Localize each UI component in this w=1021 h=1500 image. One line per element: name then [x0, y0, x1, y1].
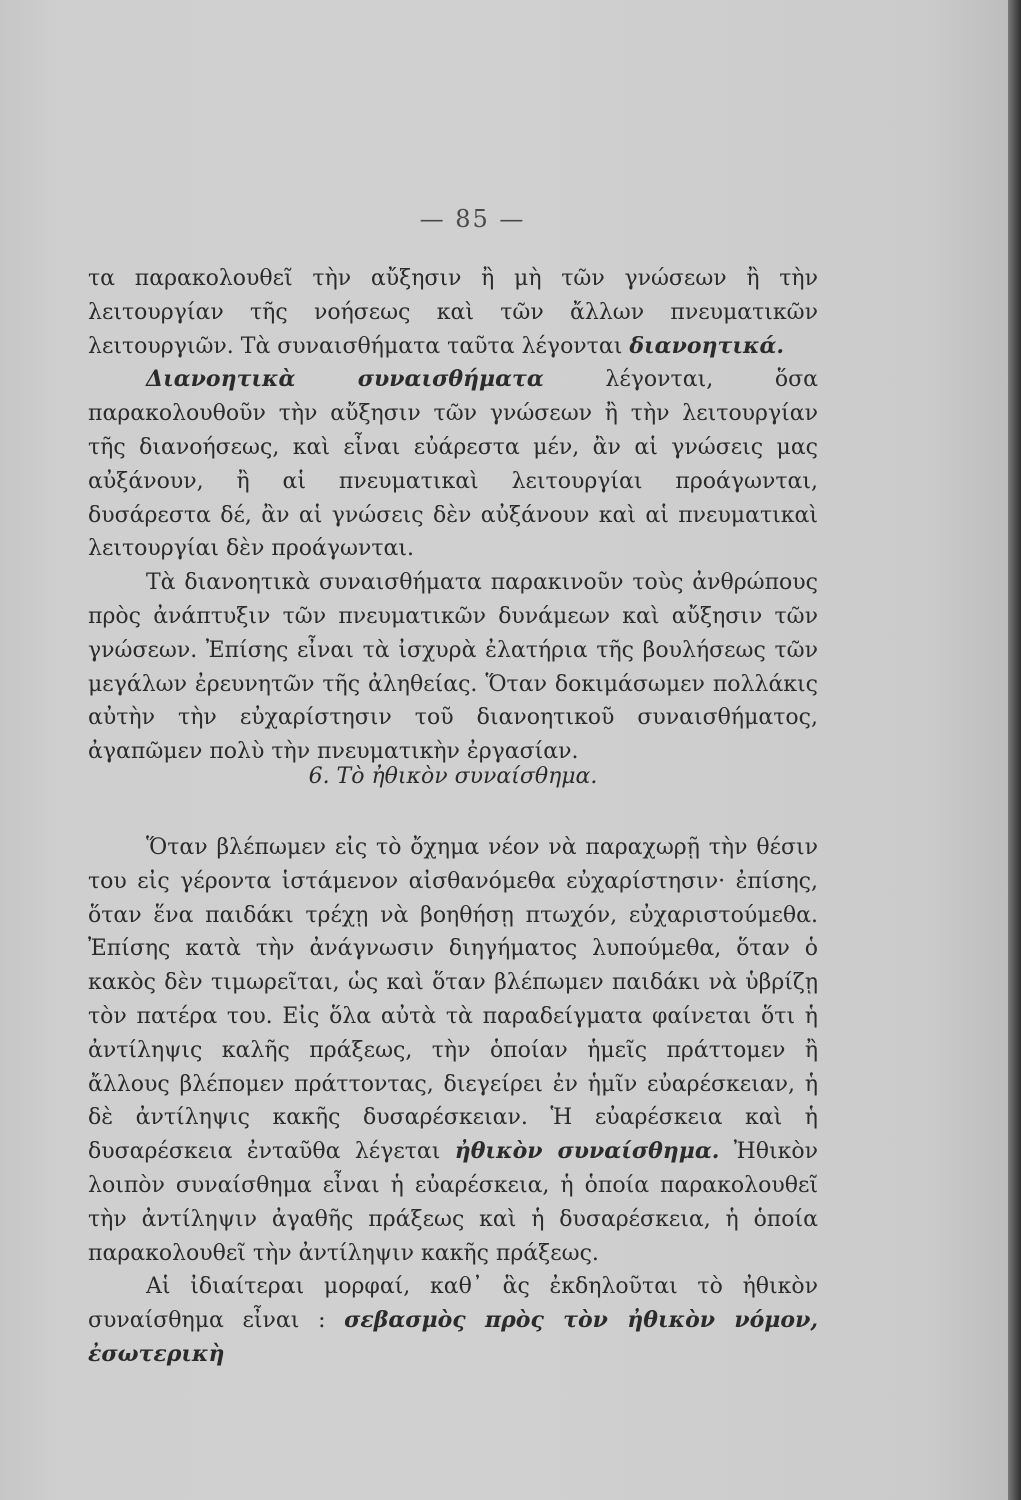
paragraph-text: Ἠθικὸν λοιπὸν συναίσθημα εἶναι ἡ εὐαρέσκεια, ἡ ὁποία παρακολουθεῖ τὴν ἀντίληψιν ἀγαθῆς πράξεως καὶ ἡ δυσαρέσκεια, ἡ ὁποία παρακολουθεῖ τὴν ἀντίληψιν κακῆς πράξεως. [88, 1139, 818, 1266]
paragraph-continuation [88, 262, 818, 363]
emphasized-term: ἠθικὸν συναίσθημα. [454, 1138, 720, 1165]
text-block-intellectual-feelings [88, 262, 818, 769]
page-number: — 85 — [419, 205, 526, 233]
text-block-moral-feeling [88, 831, 818, 1372]
paragraph-text: λέγονται, ὅσα παρακολουθοῦν τὴν αὔξησιν τῶν γνώσεων ἢ τὴν λειτουργίαν τῆς διανοήσεως, καὶ εἶναι εὐάρεστα μέν, ἂν αἱ γνώσεις μας αὐξάνουν, ἢ αἱ πνευματικαὶ λειτουργίαι προάγωνται, δυσάρεστα δέ, ἂν αἱ γνώσεις δὲν αὐξάνουν καὶ αἱ πνευματικαὶ λειτουργίαι δὲν προάγωνται. [88, 367, 818, 562]
emphasized-term: Διανοητικὰ συναισθήματα [146, 366, 544, 393]
page-edge-shadow [1008, 0, 1021, 1500]
paragraph-text: Ὅταν βλέπωμεν εἰς τὸ ὄχημα νέον νὰ παραχωρῇ τὴν θέσιν του εἰς γέροντα ἱστάμενον αἰσθανόμεθα εὐχαρίστησιν· ἐπίσης, ὅταν ἕνα παιδάκι τρέχῃ νὰ βοηθήσῃ πτωχόν, εὐχαριστούμεθα. Ἐπίσης κατὰ τὴν ἀνάγνωσιν διηγήματος λυπούμεθα, ὅταν ὁ κακὸς δὲν τιμωρεῖται, ὡς καὶ ὅταν βλέπωμεν παιδάκι νὰ ὑβρίζῃ τὸν πατέρα του. Εἰς ὅλα αὐτὰ τὰ παραδείγματα φαίνεται ὅτι ἡ ἀντίληψις καλῆς πράξεως, τὴν ὁποίαν ἡμεῖς πράττομεν ἢ ἄλλους βλέπομεν πράττοντας, διεγείρει ἐν ἡμῖν εὐαρέσκειαν, ἡ δὲ ἀντίληψις κακῆς δυσαρέσκειαν. Ἡ εὐαρέσκεια καὶ ἡ δυσαρέσκεια ἐνταῦθα λέγεται [88, 835, 818, 1165]
paragraph-text: Αἱ ἰδιαίτεραι μορφαί, καθ᾽ ἃς ἐκδηλοῦται τὸ ἠθικὸν συναίσθημα εἶναι : [88, 1274, 818, 1334]
paragraph-forms [88, 1270, 818, 1371]
paragraph-definition [88, 363, 818, 566]
emphasized-term: σεβασμὸς πρὸς τὸν ἠθικὸν νόμον, ἐσωτερικὴ [88, 1307, 818, 1367]
emphasized-term: διανοητικά. [629, 332, 785, 359]
paragraph-text: Τὰ διανοητικὰ συναισθήματα παρακινοῦν τοὺς ἀνθρώπους πρὸς ἀνάπτυξιν τῶν πνευματικῶν δυνάμεων καὶ αὔξησιν τῶν γνώσεων. Ἐπίσης εἶναι τὰ ἰσχυρὰ ἐλατήρια τῆς βουλήσεως τῶν μεγάλων ἐρευνητῶν τῆς ἀληθείας. Ὅταν δοκιμάσωμεν πολλάκις αὐτὴν τὴν εὐχαρίστησιν τοῦ διανοητικοῦ συναισθήματος, ἀγαπῶμεν πολὺ τὴν πνευματικὴν ἐργασίαν. [88, 570, 818, 765]
section-heading: 6. Τὸ ἠθικὸν συναίσθημα. [308, 764, 598, 789]
paragraph-text: τα παρακολουθεῖ τὴν αὔξησιν ἢ μὴ τῶν γνώσεων ἢ τὴν λειτουργίαν τῆς νοήσεως καὶ τῶν ἄλλων πνευματικῶν λειτουργιῶν. Τὰ συναισθήματα ταῦτα λέγονται [88, 266, 818, 359]
paragraph-moral-feeling [88, 831, 818, 1270]
